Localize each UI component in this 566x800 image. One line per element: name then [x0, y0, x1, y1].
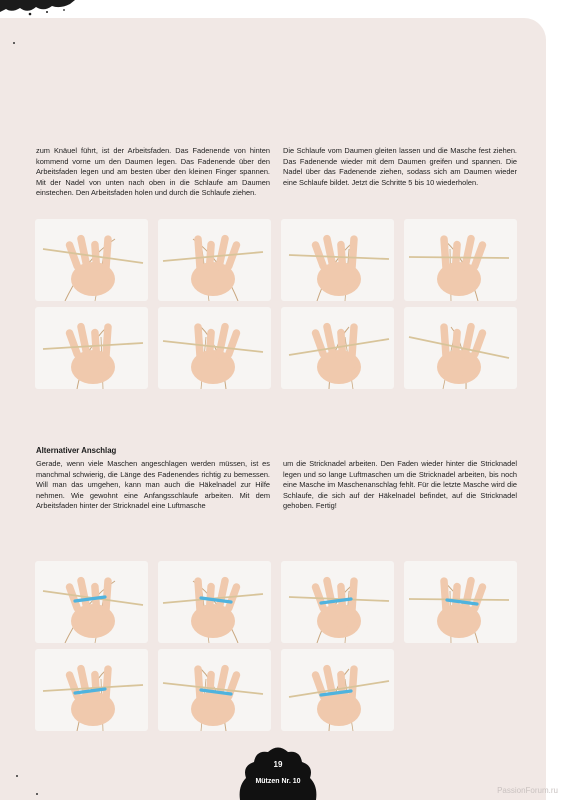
- crochet-cast-on-step-photo: [35, 561, 148, 643]
- crochet-cast-on-step-photo: [158, 649, 271, 731]
- section2-right-column: [283, 459, 517, 512]
- instruction-paragraph: Gerade, wenn viele Maschen angeschlagen werden müssen, ist es manchmal schwierig, die Länge des Fadenendes richtig zu bemessen. Will man das umgehen, kann man auch die Häkelnadel zur Hilfe nehmen. Wie gewohnt eine Anfangsschlaufe arbeiten. Mit dem Arbeitsfaden hinter der Stricknadel eine Luftmasche: [36, 459, 270, 511]
- hands-cast-on-step-photo: [158, 307, 271, 389]
- section2-left-column: [36, 459, 270, 512]
- crochet-cast-on-step-photo: [281, 561, 394, 643]
- page-number: 19: [273, 760, 283, 769]
- magazine-title: Mützen Nr. 10: [255, 778, 301, 785]
- instruction-paragraph: zum Knäuel führt, ist der Arbeitsfaden. Das Fadenende von hinten kommend vorne um den Daumen legen. Das Fadenende über den Arbeitsfaden legen und am besten über den kleinen Finger spannen. Mit der Nadel von unten nach oben in die Schlaufe am Daumen einstechen. Den Arbeitsfaden holen und durch die Schlaufe ziehen.: [36, 146, 270, 198]
- hands-cast-on-step-photo: [281, 219, 394, 301]
- crochet-cast-on-step-photo: [158, 561, 271, 643]
- hands-cast-on-step-photo: [35, 219, 148, 301]
- crochet-cast-on-step-photo: [35, 649, 148, 731]
- scalloped-badge-shape: [236, 746, 320, 800]
- margin-mark: [16, 775, 18, 777]
- watermark: PassionForum.ru: [497, 786, 558, 795]
- section1-right-column: [283, 146, 517, 188]
- section1-left-column: [36, 146, 270, 199]
- instruction-paragraph: um die Stricknadel arbeiten. Den Faden wieder hinter die Stricknadel legen und so lange Luftmaschen um die Stricknadel arbeiten, bis noch eine Masche im Maschenanschlag fehlt. Für die letzte Masche wird die Schlaufe, die sich auf der Häkelnadel befindet, auf die Stricknadel gehoben. Fertig!: [283, 459, 517, 511]
- hands-cast-on-step-photo: [281, 307, 394, 389]
- hands-cast-on-step-photo: [158, 219, 271, 301]
- ink-splatter-decoration: [0, 0, 75, 20]
- margin-mark: [36, 793, 38, 795]
- crochet-cast-on-step-photo: [281, 649, 394, 731]
- page-badge: [236, 746, 320, 800]
- hands-cast-on-step-photo: [404, 219, 517, 301]
- hands-cast-on-step-photo: [35, 307, 148, 389]
- hands-cast-on-step-photo: [404, 307, 517, 389]
- crochet-cast-on-step-photo: [404, 561, 517, 643]
- section-heading: Alternativer Anschlag: [36, 446, 117, 455]
- margin-mark: [13, 42, 15, 44]
- instruction-paragraph: Die Schlaufe vom Daumen gleiten lassen und die Masche fest ziehen. Das Fadenende wieder mit dem Daumen greifen und spannen. Die Nadel über das Fadenende ziehen, sodass sich am Daumen wieder eine Schlaufe bildet. Jetzt die Schritte 5 bis 10 wiederholen.: [283, 146, 517, 187]
